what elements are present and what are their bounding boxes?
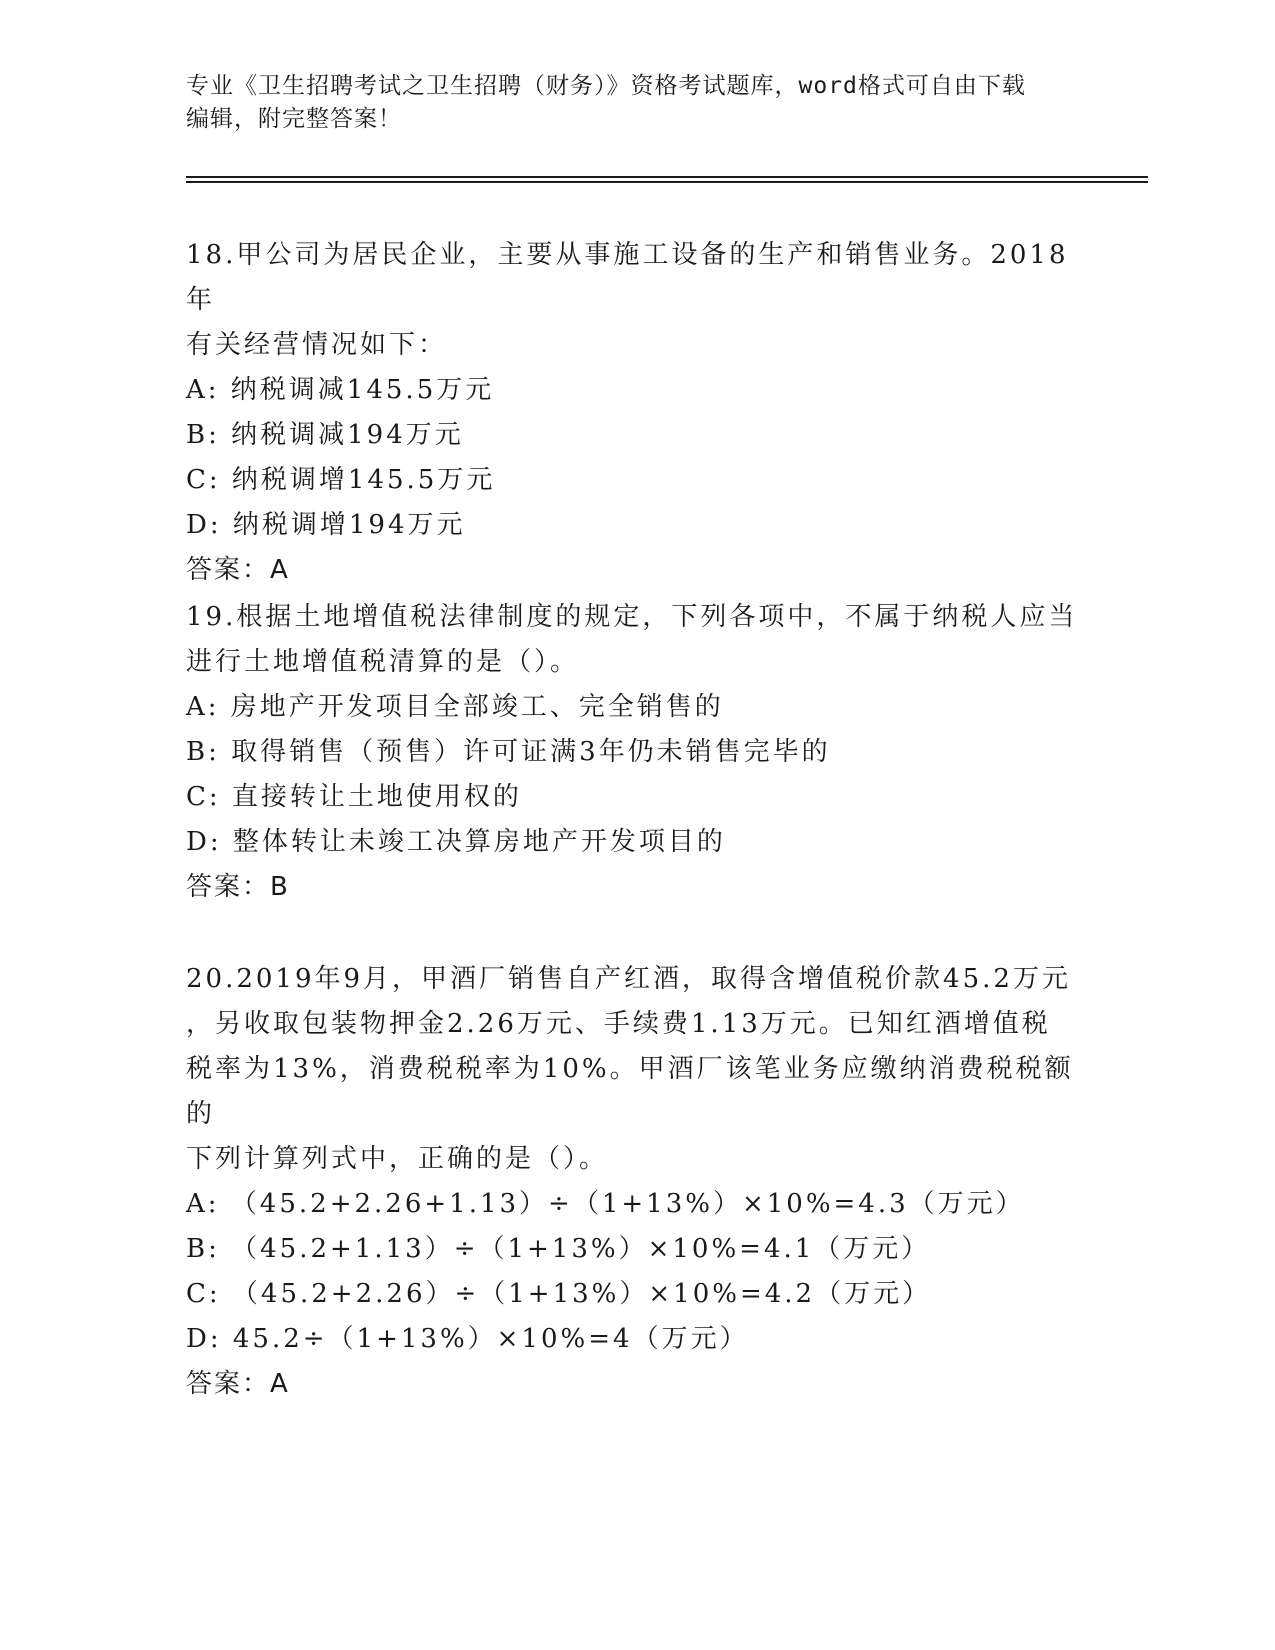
answer: 答案：A [186, 555, 290, 585]
question-18 [186, 233, 1086, 593]
question-stem-line: 下列计算列式中，正确的是（）。 [186, 1144, 609, 1174]
question-19 [186, 595, 1086, 910]
document-header [186, 70, 1086, 136]
question-20 [186, 957, 1086, 1407]
option-c: C: 直接转让土地使用权的 [186, 782, 522, 812]
question-stem-line: 税率为13%，消费税税率为10%。甲酒厂该笔业务应缴纳消费税税额的 [186, 1054, 1074, 1129]
option-c: C: （45.2+2.26）÷（1+13%）×10%=4.2（万元） [186, 1279, 932, 1309]
option-b: B: 纳税调减194万元 [186, 420, 464, 450]
header-line-1: 专业《卫生招聘考试之卫生招聘（财务）》资格考试题库，word格式可自由下载 [186, 73, 1026, 99]
option-c: C: 纳税调增145.5万元 [186, 465, 496, 495]
question-stem-line: 20.2019年9月，甲酒厂销售自产红酒，取得含增值税价款45.2万元 [186, 964, 1071, 994]
question-stem-line: 19.根据土地增值税法律制度的规定，下列各项中，不属于纳税人应当 [186, 602, 1078, 632]
option-b: B: （45.2+1.13）÷（1+13%）×10%=4.1（万元） [186, 1234, 931, 1264]
answer: 答案：A [186, 1369, 290, 1399]
question-stem-line: 进行土地增值税清算的是（）。 [186, 647, 580, 677]
option-d: D: 45.2÷（1+13%）×10%=4（万元） [186, 1324, 749, 1354]
option-b: B: 取得销售（预售）许可证满3年仍未销售完毕的 [186, 737, 831, 767]
header-divider-bottom [186, 181, 1148, 183]
question-stem-line: ，另收取包装物押金2.26万元、手续费1.13万元。已知红酒增值税 [186, 1009, 1051, 1039]
option-d: D: 纳税调增194万元 [186, 510, 466, 540]
header-line-2: 编辑，附完整答案！ [186, 106, 402, 132]
option-a: A: 纳税调减145.5万元 [186, 375, 495, 405]
answer: 答案：B [186, 872, 290, 902]
option-d: D: 整体转让未竣工决算房地产开发项目的 [186, 827, 726, 857]
question-stem-line: 18.甲公司为居民企业，主要从事施工设备的生产和销售业务。2018年 [186, 240, 1069, 315]
option-a: A: （45.2+2.26+1.13）÷（1+13%）×10%=4.3（万元） [186, 1189, 1025, 1219]
header-divider-top [186, 176, 1148, 178]
question-stem-line: 有关经营情况如下： [186, 330, 448, 360]
option-a: A: 房地产开发项目全部竣工、完全销售的 [186, 692, 724, 722]
